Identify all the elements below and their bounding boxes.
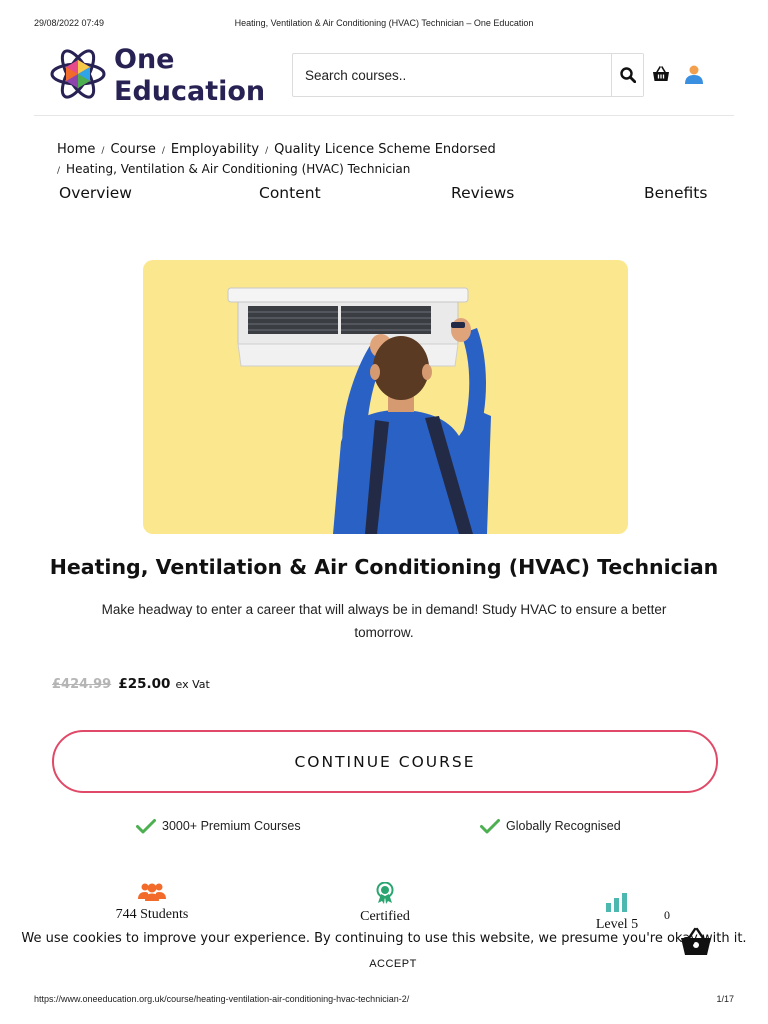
breadcrumb-separator: / <box>265 146 269 156</box>
tab-content[interactable]: Content <box>259 184 321 202</box>
user-icon <box>684 64 704 86</box>
print-url: https://www.oneeducation.org.uk/course/heating-ventilation-air-conditioning-hvac-technician-2/ <box>34 994 410 1004</box>
logo-link[interactable] <box>50 42 280 107</box>
logo-line-2: Education <box>114 76 266 107</box>
course-hero-image <box>143 260 628 534</box>
continue-course-button[interactable]: CONTINUE COURSE <box>52 730 718 793</box>
print-datetime: 29/08/2022 07:49 <box>34 18 105 28</box>
search-icon <box>620 67 636 83</box>
breadcrumb-home[interactable]: Home <box>57 142 96 157</box>
tab-benefits[interactable]: Benefits <box>644 184 708 202</box>
price-sale: £25.00 <box>118 676 171 692</box>
stat-certified <box>340 882 430 925</box>
price-original: £424.99 <box>52 677 112 692</box>
stat-students <box>92 882 212 923</box>
cookie-message: We use cookies to improve your experience. By continuing to use this website, we presume you're okay with it. <box>21 931 747 946</box>
print-page-title: Heating, Ventilation & Air Conditioning (HVAC) Technician – One Education <box>234 18 534 28</box>
breadcrumb-quality-licence[interactable]: Quality Licence Scheme Endorsed <box>274 142 496 157</box>
course-price <box>52 673 210 692</box>
feature-globally-recognised <box>480 818 621 834</box>
search-button[interactable] <box>611 54 643 96</box>
breadcrumb-course[interactable]: Course <box>110 142 156 157</box>
account-button[interactable] <box>684 64 704 86</box>
feature-label: Globally Recognised <box>506 819 621 833</box>
tab-overview[interactable]: Overview <box>59 184 132 202</box>
breadcrumb-separator: / <box>161 146 165 156</box>
stat-level-label: Level 5 <box>595 917 639 932</box>
award-ribbon-icon <box>374 882 396 904</box>
price-vat-label: ex Vat <box>175 678 210 691</box>
breadcrumb-separator: / <box>101 146 105 156</box>
basket-icon <box>652 65 670 83</box>
breadcrumb-separator: / <box>57 166 61 176</box>
users-group-icon <box>137 882 167 902</box>
cart-button[interactable] <box>652 65 670 83</box>
course-description: Make headway to enter a career that will always be in demand! Study HVAC to ensure a better tomorrow. <box>101 602 667 640</box>
breadcrumb-current: Heating, Ventilation & Air Conditioning (HVAC) Technician <box>66 162 411 176</box>
cart-count-badge: 0 <box>664 908 670 922</box>
course-title: Heating, Ventilation & Air Conditioning (HVAC) Technician <box>49 555 719 579</box>
breadcrumb <box>57 141 557 180</box>
feature-label: 3000+ Premium Courses <box>162 819 301 833</box>
print-page-number: 1/17 <box>716 994 734 1004</box>
course-tabs <box>34 184 734 208</box>
cookie-notice <box>0 926 768 976</box>
search-bar <box>292 53 644 97</box>
logo-line-1: One <box>114 44 175 75</box>
tab-reviews[interactable]: Reviews <box>451 184 515 202</box>
stat-students-label: 744 Students <box>115 907 189 922</box>
check-icon <box>480 818 500 834</box>
breadcrumb-employability[interactable]: Employability <box>170 142 260 157</box>
feature-premium-courses <box>136 818 301 834</box>
site-header <box>34 38 734 116</box>
logo-atom-icon <box>50 44 106 104</box>
search-input[interactable] <box>293 54 611 96</box>
stat-certified-label: Certified <box>360 909 410 924</box>
check-icon <box>136 818 156 834</box>
technician-ac-illustration <box>143 260 628 534</box>
logo-wordmark <box>114 44 265 108</box>
bar-chart-icon <box>605 892 629 912</box>
accept-cookies-button[interactable]: ACCEPT <box>369 958 417 970</box>
